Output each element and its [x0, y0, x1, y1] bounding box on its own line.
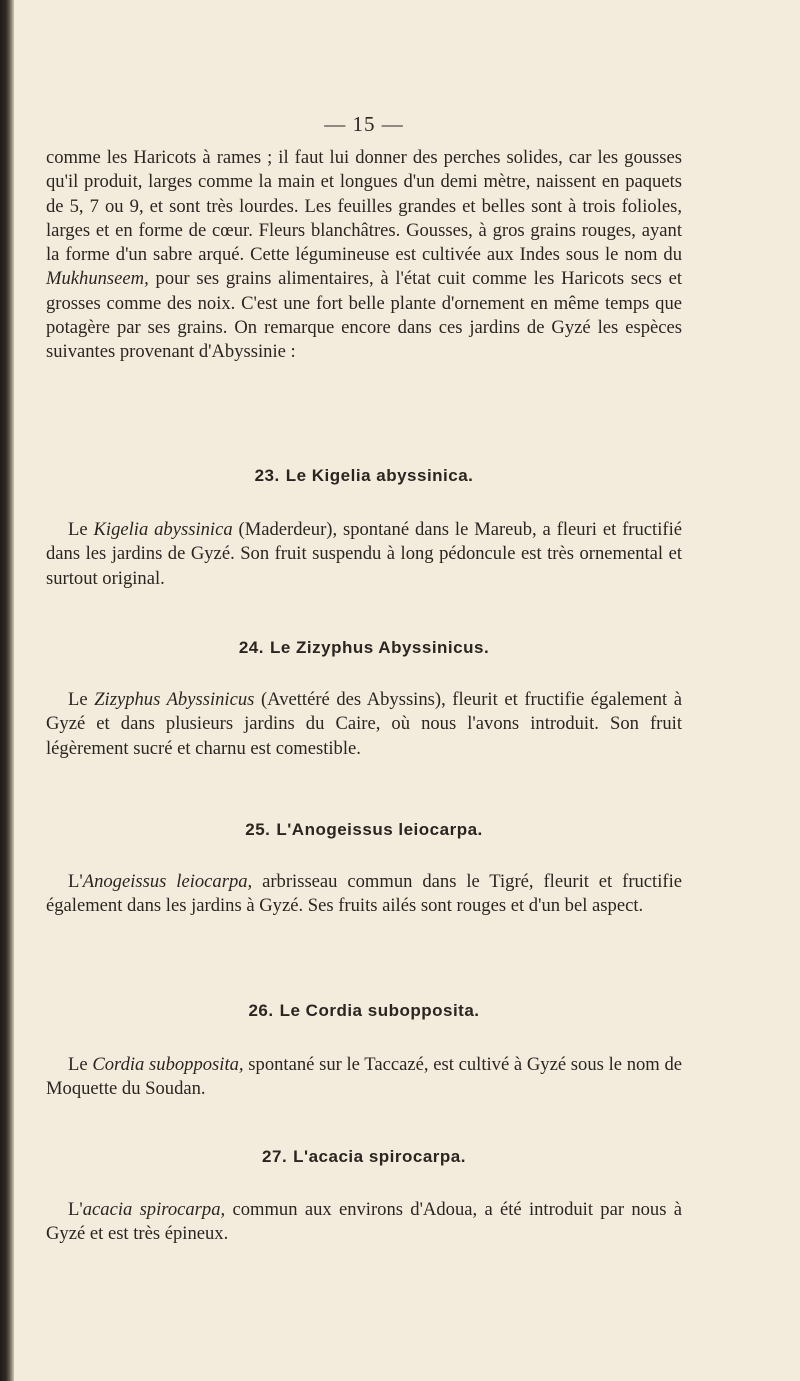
section-title: L'Anogeissus leiocarpa.: [276, 820, 483, 839]
section-text: (Avettéré des Abyssins), fleurit et fructifie également à Gyzé et dans plusieurs jardins du Caire, où nous l'avons introduit. Son fruit légèrement sucré et charnu est comestible.: [46, 689, 683, 759]
section-text: commun aux environs d'Adoua, a été introduit par nous à Gyzé et est très épineux.: [46, 1199, 683, 1245]
species-name: acacia spirocarpa,: [82, 1199, 226, 1220]
section-heading-27: [46, 1147, 682, 1167]
section-heading-25: [46, 820, 682, 840]
section-title: Le Kigelia abyssinica.: [285, 466, 474, 485]
section-number: 25.: [245, 820, 271, 839]
section-lead: Le: [68, 1054, 93, 1075]
section-number: 26.: [248, 1001, 274, 1020]
page-number: — 15 —: [324, 112, 404, 136]
species-name: Kigelia abyssinica: [93, 519, 233, 540]
species-name: Cordia subopposita,: [92, 1054, 244, 1075]
section-number: 23.: [254, 466, 280, 485]
section-number: 27.: [262, 1147, 288, 1166]
section-lead: Le: [68, 519, 94, 540]
section-title: Le Cordia subopposita.: [279, 1001, 480, 1020]
intro-text: comme les Haricots à rames ; il faut lui donner des perches solides, car les gousses qu'il produit, larges comme la main et longues d'un demi mètre, naissent en paquets de 5, 7 ou 9, et sont très lourdes. Les feuilles grandes et belles sont à trois folioles, larges et en forme de cœur. Fleurs blanchâtres. Gousses, à gros grains rouges, ayant la forme d'un sabre arqué. Cette légumineuse est cultivée aux Indes sous le nom du: [46, 147, 682, 266]
section-lead: Le: [68, 689, 95, 710]
section-paragraph-26: [46, 1053, 682, 1102]
section-heading-24: [46, 638, 682, 658]
section-paragraph-23: [46, 518, 682, 591]
section-paragraph-25: [46, 870, 682, 919]
section-text: (Maderdeur), spontané dans le Mareub, a fleuri et fructifié dans les jardins de Gyzé. Son fruit suspendu à long pédoncule est très ornemental et surtout original.: [46, 519, 682, 589]
book-spine-edge: [0, 0, 14, 1381]
intro-text-end: pour ses grains alimentaires, à l'état cuit comme les Haricots secs et grosses comme des noix. C'est une fort belle plante d'ornement en même temps que potagère par ses grains. On remarque encore dans ces jardins de Gyzé les espèces suivantes provenant d'Abyssinie :: [46, 268, 682, 363]
species-name: Zizyphus Abyssinicus: [94, 689, 255, 710]
section-text: spontané sur le Taccazé, est cultivé à Gyzé sous le nom de Moquette du Soudan.: [46, 1054, 683, 1100]
section-lead: L': [68, 871, 83, 892]
section-number: 24.: [238, 638, 264, 657]
section-title: Le Zizyphus Abyssinicus.: [269, 638, 490, 657]
intro-paragraph: [46, 146, 682, 365]
section-heading-26: [46, 1001, 682, 1021]
section-paragraph-27: [46, 1198, 682, 1247]
section-paragraph-24: [46, 688, 682, 761]
section-heading-23: [46, 466, 682, 486]
intro-italic-term: Mukhunseem,: [46, 268, 149, 290]
species-name: Anogeissus leiocarpa,: [82, 871, 253, 892]
section-text: arbrisseau commun dans le Tigré, fleurit et fructifie également dans les jardins à Gyzé. Ses fruits ailés sont rouges et d'un bel aspect.: [46, 871, 682, 917]
section-lead: L': [68, 1199, 83, 1220]
section-title: L'acacia spirocarpa.: [293, 1147, 466, 1166]
